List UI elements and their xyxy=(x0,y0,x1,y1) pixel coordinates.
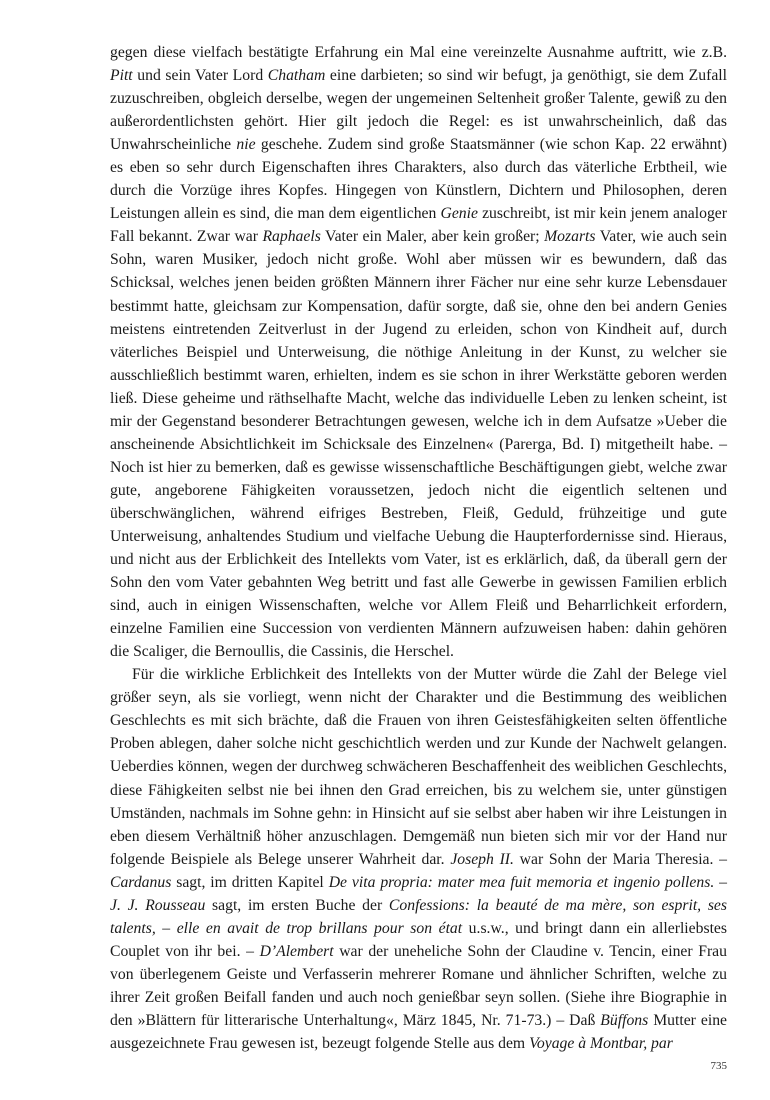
paragraph-1 xyxy=(110,41,727,663)
italic-run: nie xyxy=(236,136,256,154)
page-number: 735 xyxy=(710,1060,727,1072)
text-run: sagt, im dritten Kapitel xyxy=(171,873,329,891)
italic-run: Büffons xyxy=(600,1011,649,1029)
italic-run: D’Alembert xyxy=(259,942,334,960)
paragraph-2 xyxy=(110,663,727,1055)
text-run: gegen diese vielfach bestätigte Erfahrung ein Mal eine vereinzelte Ausnahme auftritt, wie z.B. xyxy=(110,44,727,61)
italic-run: Chatham xyxy=(267,67,326,85)
italic-run: Confessions: la beauté de ma mère, son esprit, ses talents, – elle en avait de trop brillans pour son état xyxy=(110,896,727,937)
italic-run: Genie xyxy=(440,205,478,223)
text-run: eine darbieten; so sind wir befugt, ja genöthigt, sie dem Zufall zuzuschreiben, obgleich derselbe, wegen der ungemeinen Seltenheit großer Talente, gewiß zu den außerordentlichsten gehört. Hier gilt jedoch die Regel: es ist unwahrscheinlich, daß das Unwahrscheinliche xyxy=(110,67,728,154)
text-run: Mutter eine ausgezeichnete Frau gewesen ist, bezeugt folgende Stelle aus dem xyxy=(110,1011,727,1053)
text-run: war der uneheliche Sohn der Claudine v. Tencin, einer Frau von überlegenem Geiste und Verfasserin mehrerer Romane und ähnlicher Schriften, welche zu ihrer Zeit großen Beifall fanden und auch noch genießbar seyn sollen. (Siehe ihre Biographie in den »Blättern für litterarische Unterhaltung«, März 1845, Nr. 71-73.) – Daß xyxy=(110,942,727,1029)
text-run: u.s.w., und bringt dann ein allerliebstes Couplet von ihr bei. – xyxy=(110,919,727,960)
text-run: Für die wirkliche Erblichkeit des Intellekts von der Mutter würde die Zahl der Belege viel größer seyn, als sie vorliegt, wenn nicht der Charakter und die Bestimmung des weiblichen Geschlechts es mit sich brächte, daß die Frauen von ihren Geistesfähigkeiten selten öffentliche Proben ablegen, daher solche nicht geschichtlich werden und zur Kunde der Nachwelt gelangen. Ueberdies können, wegen der durchweg schwächeren Beschaffenheit des weiblichen Geschlechts, diese Fähigkeiten selbst nie bei ihnen den Grad erreichen, bis zu welchem sie, unter günstigen Umständen, nachmals im Sohne gehn: in Hinsicht auf sie selbst aber haben wir ihre Leistungen in eben diesem Verhältniß höher anzuschlagen. Demgemäß nun bieten sich mir vor der Hand nur folgende Beispiele als Belege unserer Wahrheit dar. xyxy=(110,666,727,868)
italic-run: Mozarts xyxy=(544,228,596,246)
italic-run: Cardanus xyxy=(110,873,172,891)
italic-run: Voyage à Montbar, par xyxy=(529,1035,673,1053)
text-run: und sein Vater Lord xyxy=(132,67,268,85)
text-run: Vater ein Maler, aber kein großer; xyxy=(320,228,545,246)
text-run: geschehe. Zudem sind große Staatsmänner (wie schon Kap. 22 erwähnt) es eben so sehr durch Eigenschaften ihres Charakters, also durch das väterliche Erbtheil, wie durch die Vorzüge ihres Kopfes. Hingegen von Künstlern, Dichtern und Philosophen, deren Leistungen allein es sind, die man dem eigentlichen xyxy=(110,136,727,223)
page-body xyxy=(110,41,727,1055)
italic-run: De vita propria: mater mea fuit memoria et ingenio pollens. xyxy=(328,873,715,891)
text-run: zuschreibt, ist mir kein jenem analoger Fall bekannt. Zwar war xyxy=(110,205,727,246)
text-run: – xyxy=(714,873,727,891)
italic-run: Pitt xyxy=(110,67,133,85)
text-run: war Sohn der Maria Theresia. – xyxy=(513,850,727,868)
italic-run: Raphaels xyxy=(262,228,321,246)
italic-run: J. J. Rousseau xyxy=(110,896,206,914)
text-run: Vater, wie auch sein Sohn, waren Musiker, jedoch nicht große. Wohl aber müssen wir es bewundern, daß das Schicksal, welches jenen beiden größten Männern ihrer Fächer nur eine sehr kurze Lebensdauer bestimmt hatte, gleichsam zur Kompensation, dafür sorgte, daß sie, ohne den bei andern Genies meistens eintretenden Zeitverlust in der Jugend zu erleiden, schon von Kindheit auf, durch väterliches Beispiel und Unterweisung, die nöthige Anleitung in der Kunst, zu welcher sie ausschließlich bestimmt waren, erhielten, indem es sie schon in ihrer Werkstätte geboren werden ließ. Diese geheime und räthselhafte Macht, welche das individuelle Leben zu lenken scheint, ist mir der Gegenstand besonderer Betrachtungen gewesen, welche ich in dem Aufsatze »Ueber die anscheinende Absichtlichkeit im Schicksale des Einzelnen« (Parerga, Bd. I) mitgetheilt habe. – Noch ist hier zu bemerken, daß es gewisse wissenschaftliche Beschäftigungen giebt, welche zwar gute, angeborene Fähigkeiten voraussetzen, jedoch nicht die eigentlich seltenen und überschwänglichen, während eifriges Bestreben, Fleiß, Geduld, frühzeitige und gute Unterweisung, anhaltendes Studium und vielfache Uebung die Haupterfordernisse sind. Hieraus, und nicht aus der Erblichkeit des Intellekts vom Vater, ist es erklärlich, daß, da überall gern der Sohn den vom Vater gebahnten Weg betritt und fast alle Gewerbe in gewissen Familien erblich sind, auch in einigen Wissenschaften, welche vor Allem Fleiß und Beharrlichkeit erfordern, einzelne Familien eine Succession von verdienten Männern aufzuweisen haben: dahin gehören die Scaliger, die Bernoullis, die Cassinis, die Herschel. xyxy=(110,228,727,661)
text-run: sagt, im ersten Buche der xyxy=(205,896,389,914)
italic-run: Joseph II. xyxy=(450,850,514,868)
